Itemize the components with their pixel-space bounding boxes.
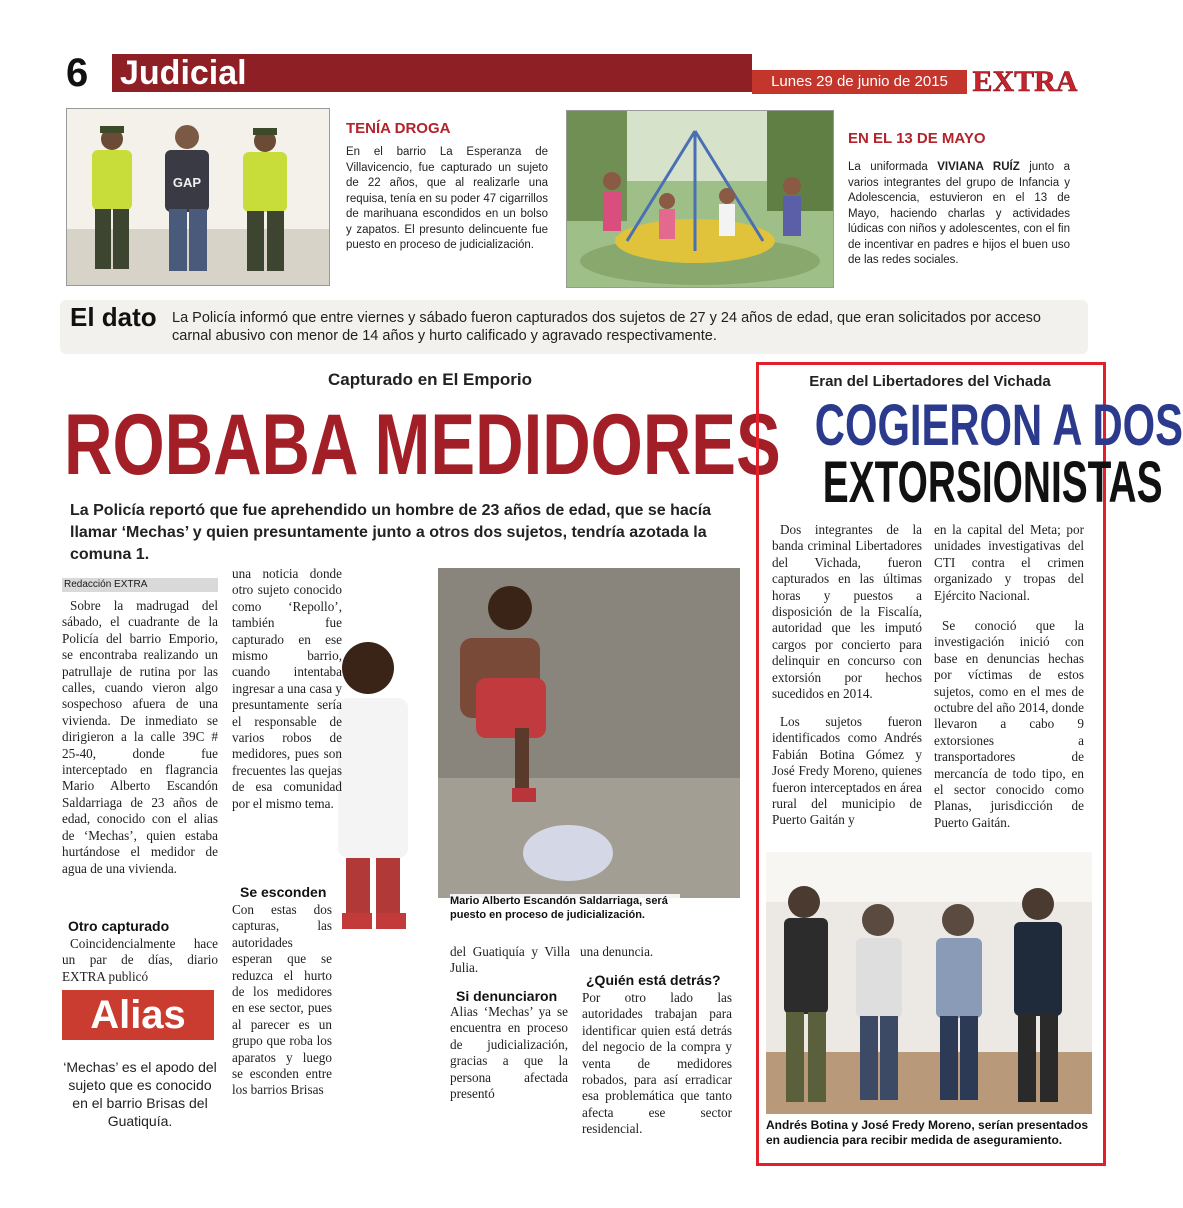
main-col4-p2: Por otro lado las autoridades trabajan para identificar quien está detrás del negocio de la compra y venta de medidores robados, para así erradicar esa problemática que tanto afecta ese sector residencial. (582, 990, 732, 1137)
side-col1-p1: Dos integrantes de la banda criminal Libertadores del Vichada, fueron capturados en las últimas horas y puestos a disposición de la Fiscalía, autoridad que les imputó cargos por concierto para delinquir en concurso con extorsión por hechos sucedidos en 2014. (772, 522, 922, 702)
side-col2-p2: Se conoció que la investigación inició con base en denuncias hechas por víctimas de estos sujetos, como en el mes de octubre del año 2014, donde llevaron a cabo 9 extorsiones a transportadores de mercancía de todo tipo, en el sector conocido como Planas, jurisdicción de Puerto Gaitán. (934, 618, 1084, 830)
subhead-se-esconden: Se esconden (240, 884, 327, 900)
suspect-photo (300, 568, 740, 938)
subhead-otro-capturado: Otro capturado (68, 918, 170, 934)
extra-logo (967, 62, 1083, 98)
section-title: Judicial (112, 54, 752, 92)
alias-box: Alias (62, 990, 214, 1040)
page-number: 6 (66, 51, 89, 95)
dato-label: El dato (70, 302, 157, 332)
children-activity-photo (566, 110, 834, 288)
brief-body-mayo (848, 160, 1070, 269)
main-kicker: Capturado en El Emporio (327, 370, 533, 389)
side-kicker: Eran del Libertadores del Vichada (809, 373, 1051, 390)
alias-text: ‘Mechas’ es el apodo del sujeto que es conocido en el barrio Brisas del Guatiquía. (63, 1059, 217, 1129)
main-col2-p2: Con estas dos capturas, las autoridades esperan que se reduzca el hurto de los medidores en ese sector, pues al parecer es un grupo que roba los aparatos y luego se esconden entre los barrios Brisas (232, 902, 332, 1098)
side-col2-p1: en la capital del Meta; por unidades investigativas del CTI contra el crimen organizado y tropas del Ejército Nacional. (934, 522, 1084, 603)
brief-title-mayo: EN EL 13 DE MAYO (848, 130, 986, 147)
main-col3-p2: Alias ‘Mechas’ ya se encuentra en proceso de judicialización, gracias a que la persona afectada presentó (450, 1004, 568, 1102)
brief-body-mayo-rest: junto a varios integrantes del grupo de Infancia y Adolescencia, estuvieron en el 13 de Mayo, haciendo charlas y actividades lúdicas con niños y adolescentes, con el fin de incentivar en padres e hijos el buen uso de las redes sociales. (848, 161, 1070, 266)
dato-text: La Policía informó que entre viernes y sábado fueron capturados dos sujetos de 27 y 24 años de edad, que eran solicitados por acceso carnal abusivo con menor de 14 años y hurto calificado y agravado respectivamente. (172, 310, 1041, 344)
main-headline: ROBABA MEDIDORES (64, 397, 781, 493)
brief-body-mayo-name: VIVIANA RUÍZ (937, 161, 1020, 173)
extortionists-photo (766, 852, 1092, 1114)
subhead-quien-esta-detras: ¿Quién está detrás? (586, 972, 721, 988)
main-photo-caption: Mario Alberto Escandón Saldarriaga, será puesto en proceso de judicialización. (450, 894, 680, 922)
issue-date: Lunes 29 de junio de 2015 (752, 70, 967, 94)
side-col1-p2: Los sujetos fueron identificados como Andrés Fabián Botina Gómez y José Fredy Moreno, quienes fueron interceptados en área rural del municipio de Puerto Gaitán y (772, 714, 922, 828)
svg-text:GAP: GAP (172, 175, 202, 190)
extra-logo-text: EXTRA (972, 65, 1078, 98)
brief-body-droga: En el barrio La Esperanza de Villavicencio, fue capturado un sujeto de 22 años, que al realizarle una requisa, tenía en su poder 47 cigarrillos de marihuana escondidos en un bolso y zapatos. El presunto delincuente fue puesto en proceso de judicialización. (346, 146, 548, 251)
police-capture-photo (66, 108, 330, 286)
byline: Redacción EXTRA (62, 578, 218, 592)
main-deck: La Policía reportó que fue aprehendido un hombre de 23 años de edad, que se hacía llamar ‘Mechas’ y quien presuntamente junto a otros dos sujetos, tendría azotada la comuna 1. (70, 502, 712, 563)
main-col1-p1: Sobre la madrugad del sábado, el cuadrante de la Policía del barrio Emporio, se encontraba realizando un patrullaje de rutina por las calles, cuando vieron algo sospechoso afuera de una vivienda. De inmediato se dirigieron a la calle 39C # 25-40, donde fue interceptado en flagrancia Mario Alberto Escandón Saldarriaga de 23 años de edad, conocido con el alias de ‘Mechas’, quien estaba hurtándose el medidor de agua de una vivienda. (62, 598, 218, 876)
main-col3-p1: del Guatiquía y Villa Julia. (450, 944, 570, 976)
side-photo-caption: Andrés Botina y José Fredy Moreno, serían presentados en audiencia para recibir medida de aseguramiento. (766, 1118, 1089, 1147)
brief-title-droga: TENÍA DROGA (346, 120, 451, 137)
side-headline-line2: EXTORSIONISTAS (822, 450, 1163, 515)
main-col1-p2: Coincidencialmente hace un par de días, diario EXTRA publicó (62, 936, 218, 984)
main-col2-p1: una noticia donde otro sujeto conocido como ‘Repollo’, también fue capturado en ese mismo barrio, cuando intentaba ingresar a una casa y presuntamente sería el responsable de varios robos de medidores, pues son frecuentes las quejas de esa comunidad por el mismo tema. (232, 566, 342, 811)
side-headline-line1: COGIERON A DOS (814, 393, 1183, 458)
main-col4-p1: una denuncia. (580, 944, 654, 959)
subhead-si-denunciaron: Si denunciaron (456, 988, 558, 1004)
brief-body-mayo-prefix: La uniformada (848, 161, 938, 173)
